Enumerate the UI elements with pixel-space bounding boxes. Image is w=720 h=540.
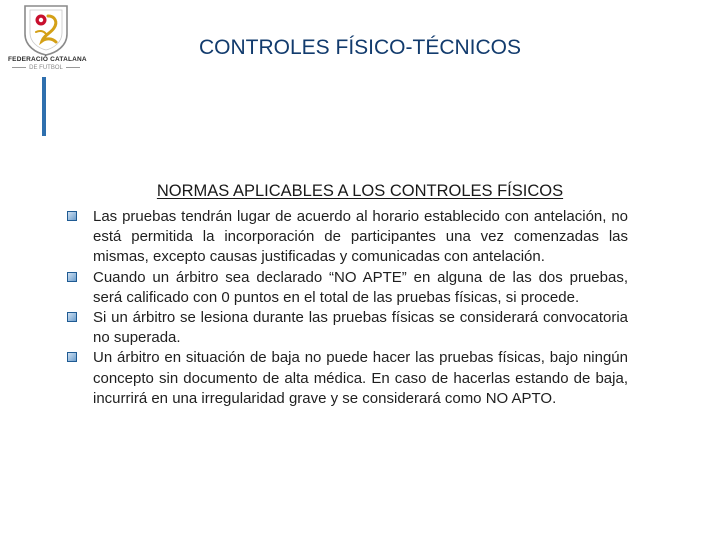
checkbox-square-icon <box>67 272 77 282</box>
checkbox-square-icon <box>67 352 77 362</box>
shield-icon <box>22 4 70 56</box>
list-item-text: Las pruebas tendrán lugar de acuerdo al horario establecido con antelación, no está permitida la incorporación de participantes una vez comenzadas las mismas, excepto causas justificadas y comunicadas con antelación. <box>93 208 628 266</box>
checkbox-square-icon <box>67 211 77 221</box>
list-item <box>66 308 628 348</box>
section-subtitle: NORMAS APLICABLES A LOS CONTROLES FÍSICOS <box>156 182 564 200</box>
list-item-text: Si un árbitro se lesiona durante las pruebas físicas se considerará convocatoria no superada. <box>93 309 628 347</box>
accent-bar <box>42 77 46 136</box>
checkbox-square-icon <box>67 312 77 322</box>
logo-name: FEDERACIÓ CATALANA <box>8 56 87 63</box>
list-item-text: Un árbitro en situación de baja no puede hacer las pruebas físicas, bajo ningún concepto sin documento de alta médica. En caso de hacerlas estando de baja, incurrirá en una irregularidad grave y se considerará como NO APTO. <box>93 349 628 407</box>
list-item <box>66 268 628 308</box>
logo-subtitle: DE FUTBOL <box>8 65 84 71</box>
list-item-text: Cuando un árbitro sea declarado “NO APTE” en alguna de las dos pruebas, será calificado con 0 puntos en el total de las pruebas físicas, si procede. <box>93 268 628 306</box>
list-item <box>66 207 628 268</box>
page-title: CONTROLES FÍSICO-TÉCNICOS <box>198 36 522 59</box>
list-item <box>66 348 628 409</box>
federation-logo <box>8 4 87 76</box>
rules-list <box>66 207 628 409</box>
